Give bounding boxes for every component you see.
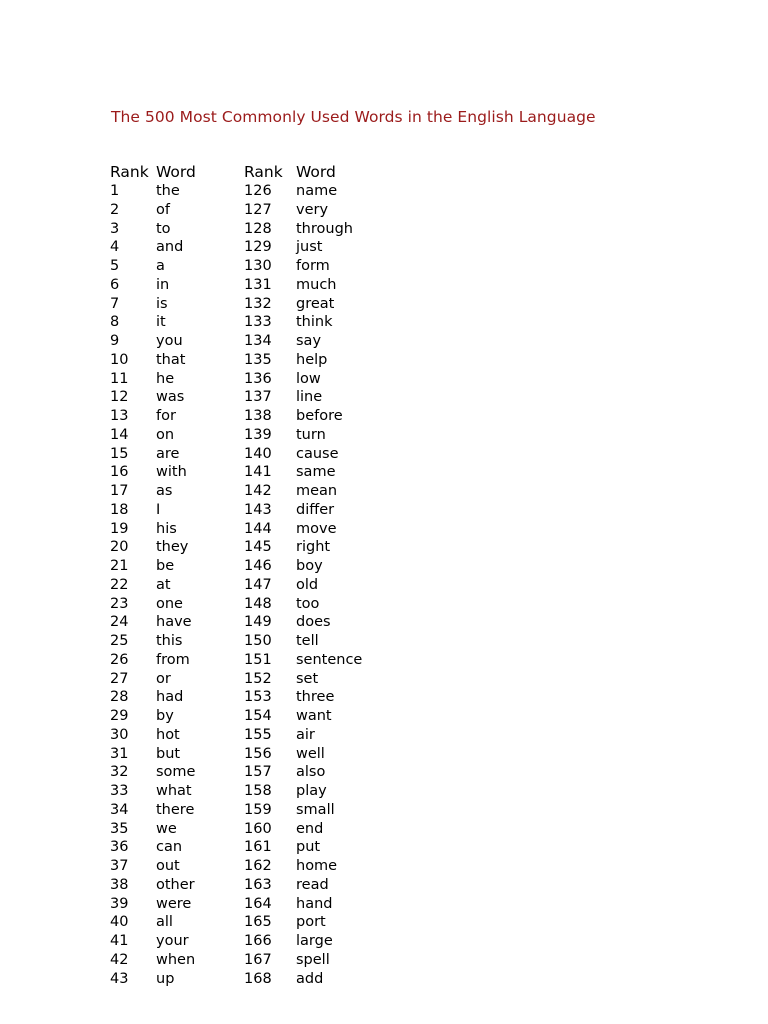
word-cell: a	[156, 258, 165, 274]
rank-cell: 158	[244, 783, 272, 799]
word-cell: in	[156, 276, 170, 293]
word-cell: are	[156, 445, 180, 462]
word-cell: much	[296, 276, 337, 293]
word-cell: before	[296, 408, 343, 424]
word-cell: home	[296, 858, 338, 874]
rank-cell: 1	[110, 183, 120, 199]
word-cell: for	[156, 408, 176, 424]
rank-cell: 145	[244, 539, 272, 556]
rank-cell: 4	[110, 239, 120, 256]
rank-cell: 140	[244, 445, 272, 462]
word-cell: tell	[296, 633, 319, 649]
rank-cell: 151	[244, 651, 272, 668]
rank-cell: 149	[244, 614, 272, 631]
word-cell: say	[296, 333, 322, 349]
rank-cell: 137	[244, 389, 272, 406]
rank-cell: 10	[110, 351, 129, 368]
word-cell: but	[156, 745, 181, 762]
rank-cell: 17	[110, 483, 129, 499]
rank-cell: 127	[244, 201, 272, 218]
word-cell: it	[156, 314, 166, 331]
rank-cell: 129	[244, 239, 272, 256]
rank-cell: 11	[110, 370, 129, 387]
rank-cell: 144	[244, 520, 272, 537]
rank-cell: 135	[244, 351, 272, 368]
rank-cell: 14	[110, 426, 129, 443]
rank-cell: 40	[110, 914, 129, 931]
word-cell: of	[156, 201, 170, 218]
word-cell: name	[296, 183, 338, 199]
rank-cell: 164	[244, 895, 272, 912]
word-cell: play	[296, 783, 327, 799]
rank-column-header: Rank	[110, 163, 149, 181]
rank-cell: 150	[244, 633, 272, 649]
word-cell: small	[296, 801, 335, 818]
word-cell: one	[156, 595, 183, 612]
rank-cell: 7	[110, 295, 120, 312]
rank-cell: 157	[244, 764, 272, 781]
word-cell: through	[296, 220, 353, 237]
word-cell: port	[296, 914, 326, 931]
rank-cell: 31	[110, 745, 129, 762]
word-cell: also	[296, 764, 326, 781]
rank-cell: 139	[244, 426, 272, 443]
word-cell: out	[156, 858, 180, 874]
rank-cell: 159	[244, 801, 272, 818]
word-cell: by	[156, 708, 174, 724]
word-cell: can	[156, 839, 183, 856]
rank-cell: 18	[110, 501, 129, 518]
rank-cell: 16	[110, 464, 129, 481]
word-cell: or	[156, 670, 171, 687]
word-cell: be	[156, 558, 175, 574]
rank-cell: 132	[244, 295, 272, 312]
rank-cell: 34	[110, 801, 129, 818]
rank-cell: 38	[110, 876, 129, 893]
rank-cell: 155	[244, 726, 272, 743]
rank-cell: 2	[110, 201, 120, 218]
rank-cell: 25	[110, 633, 129, 649]
rank-cell: 6	[110, 276, 120, 293]
word-cell: to	[156, 220, 171, 237]
rank-cell: 142	[244, 483, 272, 499]
word-cell: form	[296, 258, 330, 274]
rank-cell: 163	[244, 876, 272, 893]
rank-cell: 24	[110, 614, 129, 631]
word-cell: sentence	[296, 651, 363, 668]
word-cell: he	[156, 370, 175, 387]
word-cell: set	[296, 670, 319, 687]
rank-cell: 12	[110, 389, 129, 406]
word-cell: just	[296, 239, 323, 256]
rank-cell: 141	[244, 464, 272, 481]
word-cell: we	[156, 820, 177, 837]
word-column-header: Word	[296, 163, 336, 181]
rank-cell: 166	[244, 933, 272, 949]
rank-cell: 41	[110, 933, 129, 949]
word-cell: right	[296, 539, 331, 556]
rank-cell: 22	[110, 576, 129, 593]
word-cell: same	[296, 464, 336, 481]
rank-cell: 30	[110, 726, 129, 743]
word-cell: the	[156, 183, 180, 199]
rank-cell: 35	[110, 820, 129, 837]
word-cell: have	[156, 614, 192, 631]
word-cell: is	[156, 295, 168, 312]
rank-cell: 23	[110, 595, 129, 612]
rank-cell: 20	[110, 539, 129, 556]
word-cell: at	[156, 576, 171, 593]
rank-cell: 21	[110, 558, 129, 574]
word-cell: low	[296, 370, 321, 387]
rank-cell: 19	[110, 520, 129, 537]
rank-cell: 13	[110, 408, 129, 424]
rank-cell: 131	[244, 276, 272, 293]
rank-cell: 26	[110, 651, 129, 668]
word-cell: they	[156, 539, 189, 556]
rank-cell: 33	[110, 783, 129, 799]
word-cell: differ	[296, 501, 335, 518]
word-cell: think	[296, 314, 333, 331]
rank-cell: 3	[110, 220, 120, 237]
rank-cell: 43	[110, 970, 129, 987]
rank-cell: 168	[244, 970, 272, 987]
word-cell: when	[156, 951, 196, 968]
rank-cell: 130	[244, 258, 272, 274]
word-cell: large	[296, 933, 333, 949]
word-cell: want	[296, 708, 332, 724]
word-cell: spell	[296, 951, 330, 968]
rank-cell: 37	[110, 858, 129, 874]
word-cell: great	[296, 295, 335, 312]
rank-cell: 133	[244, 314, 272, 331]
word-cell: add	[296, 970, 324, 987]
rank-cell: 156	[244, 745, 272, 762]
rank-cell: 153	[244, 689, 272, 706]
word-cell: up	[156, 970, 175, 987]
word-cell: all	[156, 914, 173, 931]
word-cell: read	[296, 876, 329, 893]
word-cell: too	[296, 595, 320, 612]
word-cell: move	[296, 520, 337, 537]
word-column-header: Word	[156, 163, 196, 181]
rank-cell: 143	[244, 501, 272, 518]
rank-cell: 146	[244, 558, 272, 574]
rank-cell: 5	[110, 258, 120, 274]
word-cell: turn	[296, 426, 326, 443]
word-cell: well	[296, 745, 325, 762]
rank-cell: 160	[244, 820, 272, 837]
word-cell: put	[296, 839, 321, 856]
rank-cell: 42	[110, 951, 129, 968]
word-cell: on	[156, 426, 175, 443]
word-cell: line	[296, 389, 323, 406]
rank-cell: 162	[244, 858, 272, 874]
word-cell: some	[156, 764, 196, 781]
rank-cell: 138	[244, 408, 272, 424]
rank-cell: 32	[110, 764, 129, 781]
rank-cell: 134	[244, 333, 272, 349]
word-cell: mean	[296, 483, 338, 499]
word-cell: hand	[296, 895, 333, 912]
word-cell: end	[296, 820, 324, 837]
rank-cell: 15	[110, 445, 129, 462]
word-cell: this	[156, 633, 183, 649]
rank-cell: 29	[110, 708, 129, 724]
rank-column-header: Rank	[244, 163, 283, 181]
word-cell: there	[156, 801, 195, 818]
word-cell: what	[156, 783, 192, 799]
word-cell: boy	[296, 558, 323, 574]
word-cell: cause	[296, 445, 339, 462]
word-cell: from	[156, 651, 190, 668]
rank-cell: 161	[244, 839, 272, 856]
rank-cell: 9	[110, 333, 120, 349]
word-cell: hot	[156, 726, 180, 743]
rank-cell: 8	[110, 314, 120, 331]
rank-cell: 27	[110, 670, 129, 687]
word-cell: old	[296, 576, 319, 593]
word-cell: very	[296, 201, 329, 218]
word-cell: were	[156, 895, 192, 912]
word-cell: I	[156, 501, 161, 518]
rank-cell: 28	[110, 689, 129, 706]
rank-cell: 152	[244, 670, 272, 687]
rank-cell: 147	[244, 576, 272, 593]
word-cell: and	[156, 239, 184, 256]
rank-cell: 148	[244, 595, 272, 612]
word-cell: had	[156, 689, 184, 706]
word-cell: was	[156, 389, 185, 406]
word-cell: does	[296, 614, 331, 631]
word-cell: air	[296, 726, 315, 743]
word-cell: three	[296, 689, 335, 706]
rank-cell: 136	[244, 370, 272, 387]
word-cell: you	[156, 333, 183, 349]
word-cell: your	[156, 933, 189, 949]
word-cell: his	[156, 520, 177, 537]
rank-cell: 128	[244, 220, 272, 237]
word-cell: with	[156, 464, 187, 481]
page-title: The 500 Most Commonly Used Words in the English Language	[111, 108, 596, 126]
rank-cell: 39	[110, 895, 129, 912]
rank-cell: 165	[244, 914, 272, 931]
word-cell: as	[156, 483, 173, 499]
rank-cell: 126	[244, 183, 272, 199]
word-cell: other	[156, 876, 195, 893]
rank-cell: 167	[244, 951, 272, 968]
word-cell: that	[156, 351, 186, 368]
rank-cell: 154	[244, 708, 272, 724]
rank-cell: 36	[110, 839, 129, 856]
word-cell: help	[296, 351, 328, 368]
